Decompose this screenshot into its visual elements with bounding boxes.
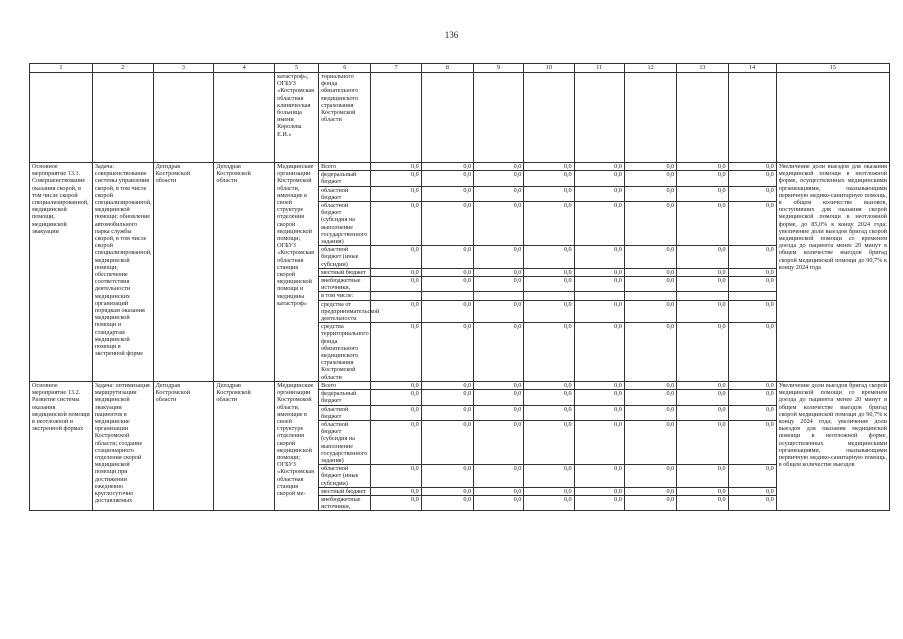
value-cell: 0,0 <box>474 405 524 420</box>
value-cell: 0,0 <box>371 465 421 488</box>
column-header: 7 <box>371 64 421 73</box>
value-cell: 0,0 <box>728 381 776 389</box>
executor-cell: Медицинские организации Костромской области, имеющие в своей структуре отделения скорой медицинской помощи; ОГБУЗ «Костромская областная станция скорой медицинской помощи и медицины катастроф» <box>275 163 319 382</box>
funding-source-cell: внебюджетные источники, <box>319 277 371 292</box>
measure-title-cell: Основное мероприятие 13.2. Развитие системы оказания медицинской помощи в неотложной и экстренной формах <box>30 381 93 510</box>
funding-source-cell: областной бюджет (субсидия на выполнение государственного задания) <box>319 420 371 464</box>
value-cell: 0,0 <box>474 495 524 510</box>
value-cell: 0,0 <box>624 268 676 276</box>
value-cell: 0,0 <box>574 268 624 276</box>
responsible-cell: Депздрав Костромской области <box>214 381 275 510</box>
empty-cell <box>30 73 93 163</box>
value-cell: 0,0 <box>574 163 624 171</box>
value-cell: 0,0 <box>371 186 421 201</box>
value-cell: 0,0 <box>624 420 676 464</box>
value-cell: 0,0 <box>371 246 421 269</box>
value-cell: 0,0 <box>421 405 473 420</box>
empty-cell <box>624 73 676 163</box>
value-cell: 0,0 <box>371 420 421 464</box>
empty-cell <box>153 73 214 163</box>
table-row <box>30 381 890 389</box>
value-cell: 0,0 <box>574 323 624 382</box>
value-cell: 0,0 <box>371 171 421 186</box>
value-cell: 0,0 <box>574 246 624 269</box>
value-cell: 0,0 <box>474 268 524 276</box>
value-cell: 0,0 <box>421 420 473 464</box>
value-cell: 0,0 <box>624 323 676 382</box>
value-cell: 0,0 <box>524 381 574 389</box>
value-cell: 0,0 <box>524 323 574 382</box>
empty-cell <box>524 73 574 163</box>
empty-cell <box>574 73 624 163</box>
value-cell: 0,0 <box>474 163 524 171</box>
value-cell: 0,0 <box>421 246 473 269</box>
column-header: 3 <box>153 64 214 73</box>
value-cell: 0,0 <box>574 202 624 246</box>
value-cell <box>677 292 728 300</box>
value-cell: 0,0 <box>474 277 524 292</box>
coordinator-cell: Депздрав Костромской области <box>153 381 214 510</box>
funding-source-cell: областной бюджет (субсидия на выполнение государственного задания) <box>319 202 371 246</box>
column-header: 11 <box>574 64 624 73</box>
value-cell: 0,0 <box>421 268 473 276</box>
executor-cell: катастроф», ОГБУЗ «Костромская областная клиническая больница имени Королева Е.И.» <box>275 73 319 163</box>
result-cell: Увеличение доли выездов для оказания медицинской помощи в неотложной форме, осуществленных медицинскими организациями, оказывающими первичную медико-санитарную помощь, в общем количестве вызовов, поступивших для оказания скорой медицинской помощи в неотложной форме, до 85,0% к концу 2024 года; увеличение доли выездов бригад скорой медицинской помощи со временем доезда до пациента менее 20 минут в общем количестве выездов бригад скорой медицинской помощи до 90,7% к концу 2024 года <box>776 163 889 382</box>
value-cell: 0,0 <box>474 300 524 323</box>
empty-cell <box>371 73 421 163</box>
value-cell: 0,0 <box>524 268 574 276</box>
coordinator-cell: Депздрав Костромской области <box>153 163 214 382</box>
value-cell: 0,0 <box>474 381 524 389</box>
value-cell: 0,0 <box>728 246 776 269</box>
value-cell: 0,0 <box>524 300 574 323</box>
value-cell: 0,0 <box>677 323 728 382</box>
funding-source-cell: местный бюджет <box>319 268 371 276</box>
table-row <box>30 163 890 171</box>
value-cell: 0,0 <box>421 186 473 201</box>
value-cell: 0,0 <box>524 246 574 269</box>
value-cell: 0,0 <box>421 390 473 405</box>
empty-cell <box>474 73 524 163</box>
column-header: 13 <box>677 64 728 73</box>
value-cell: 0,0 <box>624 186 676 201</box>
value-cell: 0,0 <box>624 163 676 171</box>
value-cell: 0,0 <box>624 405 676 420</box>
column-header: 2 <box>92 64 153 73</box>
value-cell: 0,0 <box>474 487 524 495</box>
funding-source-cell: областной бюджет <box>319 186 371 201</box>
measure-title-cell: Основное мероприятие 13.1. Совершенствование оказания скорой, в том числе скорой специализированной, медицинской помощи, медицинской эвакуации <box>30 163 93 382</box>
funding-source-cell: областной бюджет (иные субсидии) <box>319 246 371 269</box>
value-cell <box>421 292 473 300</box>
value-cell: 0,0 <box>728 465 776 488</box>
value-cell: 0,0 <box>421 323 473 382</box>
empty-cell <box>421 73 473 163</box>
value-cell: 0,0 <box>728 487 776 495</box>
value-cell: 0,0 <box>624 381 676 389</box>
value-cell <box>524 292 574 300</box>
funding-source-cell: ториального фонда обязательного медицинского страхования Костромской области <box>319 73 371 163</box>
value-cell: 0,0 <box>677 405 728 420</box>
value-cell: 0,0 <box>574 390 624 405</box>
value-cell: 0,0 <box>728 171 776 186</box>
value-cell: 0,0 <box>371 405 421 420</box>
continuation-row <box>30 73 890 163</box>
table-header-row <box>30 64 890 73</box>
empty-cell <box>214 73 275 163</box>
value-cell: 0,0 <box>677 246 728 269</box>
funding-source-cell: Всего <box>319 381 371 389</box>
value-cell: 0,0 <box>624 202 676 246</box>
value-cell: 0,0 <box>371 381 421 389</box>
value-cell <box>371 292 421 300</box>
funding-source-cell: федеральный бюджет <box>319 171 371 186</box>
value-cell: 0,0 <box>474 202 524 246</box>
value-cell: 0,0 <box>728 202 776 246</box>
value-cell: 0,0 <box>474 465 524 488</box>
value-cell: 0,0 <box>474 171 524 186</box>
value-cell <box>728 292 776 300</box>
funding-source-cell: средства территориального фонда обязательного медицинского страхования Костромской области <box>319 323 371 382</box>
column-header: 1 <box>30 64 93 73</box>
value-cell: 0,0 <box>574 381 624 389</box>
value-cell: 0,0 <box>624 390 676 405</box>
value-cell: 0,0 <box>728 277 776 292</box>
value-cell: 0,0 <box>371 390 421 405</box>
value-cell: 0,0 <box>574 300 624 323</box>
value-cell: 0,0 <box>421 381 473 389</box>
column-header: 12 <box>624 64 676 73</box>
value-cell: 0,0 <box>524 420 574 464</box>
value-cell: 0,0 <box>474 246 524 269</box>
value-cell <box>624 292 676 300</box>
value-cell: 0,0 <box>474 323 524 382</box>
value-cell: 0,0 <box>677 390 728 405</box>
value-cell: 0,0 <box>421 465 473 488</box>
value-cell: 0,0 <box>421 171 473 186</box>
value-cell: 0,0 <box>574 405 624 420</box>
value-cell: 0,0 <box>728 300 776 323</box>
column-header: 9 <box>474 64 524 73</box>
value-cell: 0,0 <box>574 495 624 510</box>
funding-source-cell: областной бюджет (иные субсидии) <box>319 465 371 488</box>
value-cell: 0,0 <box>371 277 421 292</box>
value-cell: 0,0 <box>524 186 574 201</box>
value-cell: 0,0 <box>624 300 676 323</box>
value-cell: 0,0 <box>728 163 776 171</box>
page-number: 136 <box>444 30 459 40</box>
column-header: 4 <box>214 64 275 73</box>
value-cell: 0,0 <box>624 495 676 510</box>
value-cell: 0,0 <box>474 390 524 405</box>
value-cell: 0,0 <box>574 171 624 186</box>
column-header: 5 <box>275 64 319 73</box>
column-header: 10 <box>524 64 574 73</box>
value-cell: 0,0 <box>371 300 421 323</box>
column-header: 8 <box>421 64 473 73</box>
value-cell: 0,0 <box>677 465 728 488</box>
value-cell: 0,0 <box>421 487 473 495</box>
value-cell: 0,0 <box>524 487 574 495</box>
value-cell: 0,0 <box>574 465 624 488</box>
value-cell: 0,0 <box>624 487 676 495</box>
value-cell: 0,0 <box>677 171 728 186</box>
funding-source-cell: областной бюджет <box>319 405 371 420</box>
funding-source-cell: Всего <box>319 163 371 171</box>
value-cell: 0,0 <box>421 495 473 510</box>
value-cell: 0,0 <box>574 277 624 292</box>
value-cell <box>574 292 624 300</box>
empty-cell <box>677 73 728 163</box>
value-cell: 0,0 <box>421 300 473 323</box>
funding-source-cell: в том числе: <box>319 292 371 300</box>
value-cell: 0,0 <box>728 495 776 510</box>
value-cell: 0,0 <box>371 202 421 246</box>
empty-cell <box>728 73 776 163</box>
value-cell: 0,0 <box>728 186 776 201</box>
value-cell: 0,0 <box>524 405 574 420</box>
value-cell: 0,0 <box>677 163 728 171</box>
value-cell: 0,0 <box>677 381 728 389</box>
value-cell: 0,0 <box>574 420 624 464</box>
funding-source-cell: местный бюджет <box>319 487 371 495</box>
value-cell: 0,0 <box>677 495 728 510</box>
value-cell: 0,0 <box>474 420 524 464</box>
value-cell: 0,0 <box>677 487 728 495</box>
value-cell: 0,0 <box>524 171 574 186</box>
value-cell: 0,0 <box>677 202 728 246</box>
value-cell: 0,0 <box>624 246 676 269</box>
column-header: 15 <box>776 64 889 73</box>
column-header: 14 <box>728 64 776 73</box>
value-cell: 0,0 <box>728 323 776 382</box>
responsible-cell: Депздрав Костромской области <box>214 163 275 382</box>
value-cell: 0,0 <box>728 268 776 276</box>
column-header: 6 <box>319 64 371 73</box>
value-cell: 0,0 <box>574 186 624 201</box>
value-cell: 0,0 <box>624 277 676 292</box>
value-cell: 0,0 <box>524 465 574 488</box>
value-cell: 0,0 <box>371 495 421 510</box>
value-cell <box>474 292 524 300</box>
value-cell: 0,0 <box>524 495 574 510</box>
value-cell: 0,0 <box>677 277 728 292</box>
value-cell: 0,0 <box>371 323 421 382</box>
task-cell: Задача: совершенствование системы управления скорой, в том числе скорой специализированной, медицинской помощи; обновление автомобильного парка службы скорой, в том числе скорой специализированной, медицинской помощи; обеспечение соответствия деятельности медицинских организаций порядкам оказания медицинской помощи и стандартам медицинской помощи в экстренной форме <box>92 163 153 382</box>
value-cell: 0,0 <box>677 420 728 464</box>
value-cell: 0,0 <box>524 202 574 246</box>
funding-source-cell: внебюджетные источники, <box>319 495 371 510</box>
value-cell: 0,0 <box>728 420 776 464</box>
funding-source-cell: федеральный бюджет <box>319 390 371 405</box>
value-cell: 0,0 <box>371 487 421 495</box>
empty-cell <box>92 73 153 163</box>
value-cell: 0,0 <box>524 277 574 292</box>
value-cell: 0,0 <box>624 171 676 186</box>
value-cell: 0,0 <box>421 202 473 246</box>
value-cell: 0,0 <box>474 186 524 201</box>
value-cell: 0,0 <box>524 163 574 171</box>
value-cell: 0,0 <box>677 186 728 201</box>
result-cell: Увеличение доли выездов бригад скорой медицинской помощи со временем доезда до пациента менее 20 минут в общем количестве выездов бригад скорой медицинской помощи до 90,7% к концу 2024 года; увеличение доли выездов для оказания медицинской помощи в неотложной форме, осуществленных медицинскими организациями, оказывающими первичную медико-санитарную помощь, в общем количестве выездов <box>776 381 889 510</box>
value-cell: 0,0 <box>421 163 473 171</box>
value-cell: 0,0 <box>371 163 421 171</box>
value-cell: 0,0 <box>677 300 728 323</box>
task-cell: Задача: оптимизация маршрутизации медицинской эвакуации пациентов в медицинские организации Костромской области; создание стационарного отделения скорой медицинской помощи при достижении ежедневно круглосуточно доставляемых <box>92 381 153 510</box>
program-table <box>29 63 890 511</box>
value-cell: 0,0 <box>524 390 574 405</box>
value-cell: 0,0 <box>421 277 473 292</box>
value-cell: 0,0 <box>728 405 776 420</box>
value-cell: 0,0 <box>624 465 676 488</box>
funding-source-cell: средства от предпринимательской деятельности <box>319 300 371 323</box>
empty-cell <box>776 73 889 163</box>
value-cell: 0,0 <box>574 487 624 495</box>
value-cell: 0,0 <box>371 268 421 276</box>
value-cell: 0,0 <box>677 268 728 276</box>
executor-cell: Медицинские организации Костромской области, имеющие в своей структуре отделения скорой медицинской помощи; ОГБУЗ «Костромская областная станция скорой ме- <box>275 381 319 510</box>
value-cell: 0,0 <box>728 390 776 405</box>
